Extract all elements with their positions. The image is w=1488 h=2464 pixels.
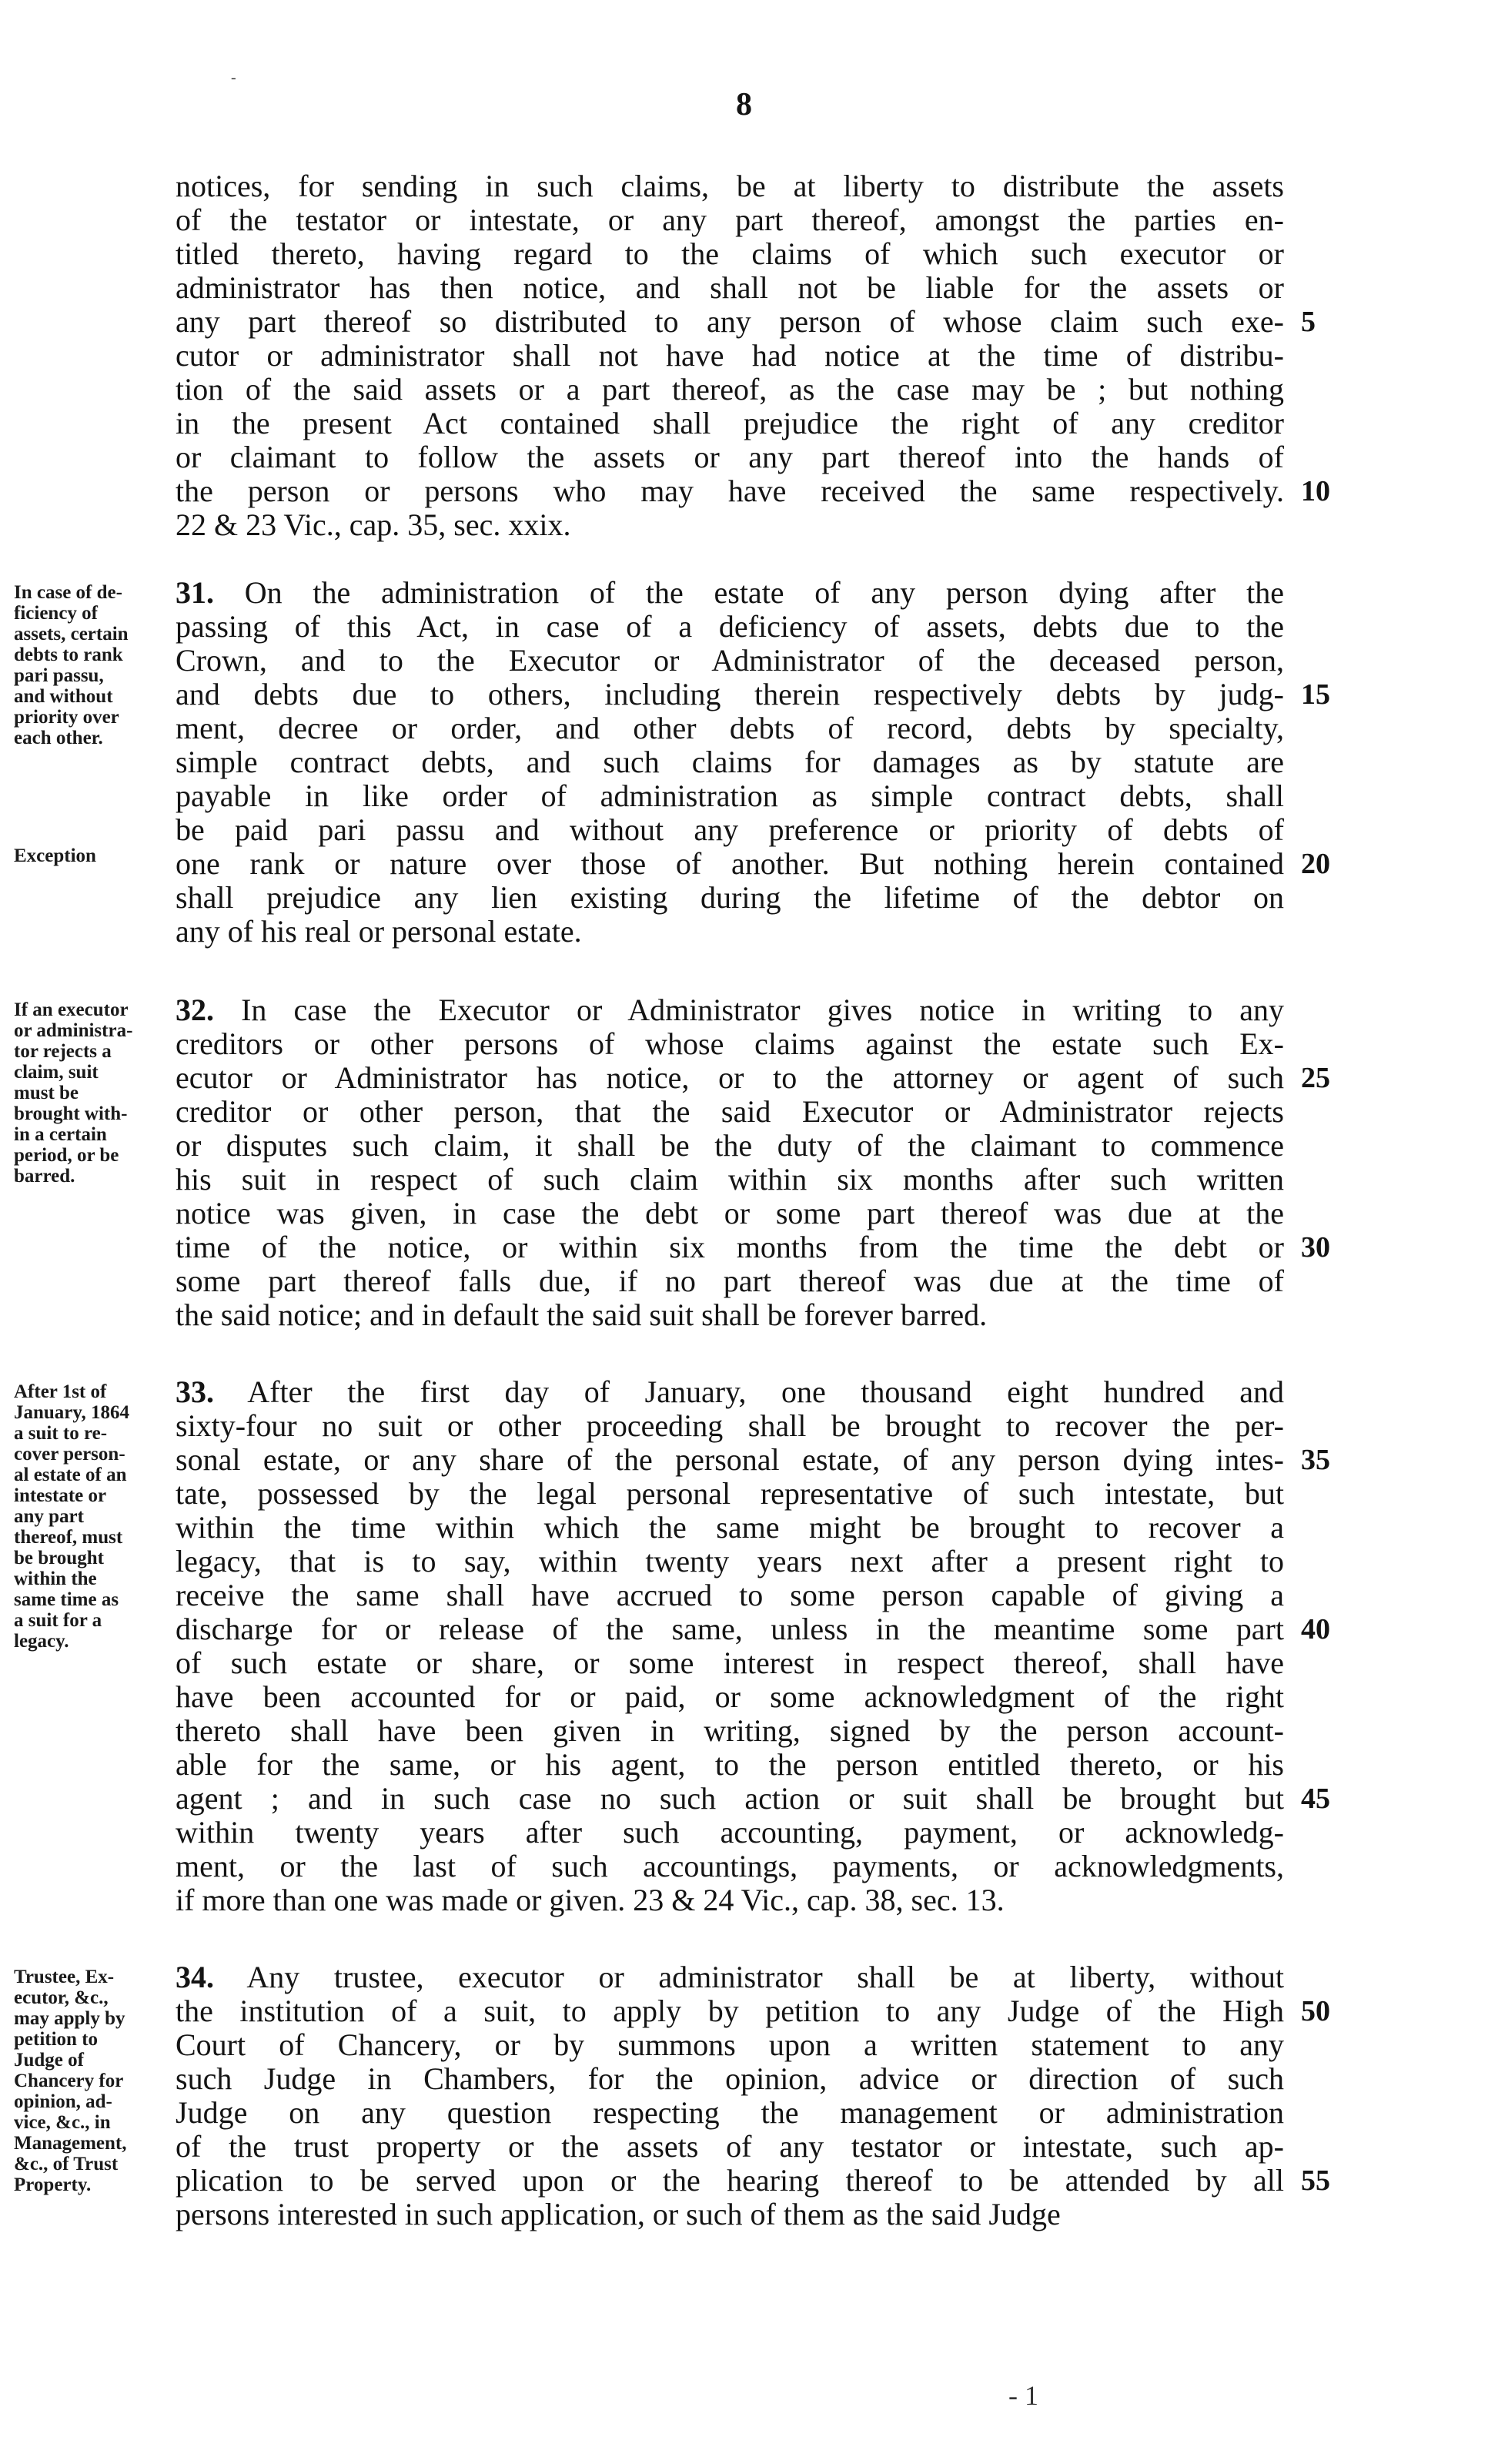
text-line xyxy=(176,1197,1284,1230)
text-line xyxy=(176,1646,1284,1680)
line-number: 15 xyxy=(1301,678,1330,711)
margin-note-line: Management, xyxy=(14,2133,127,2154)
line-text: in the present Act contained shall prejudice the right of any creditor xyxy=(176,406,1284,440)
line-number: 25 xyxy=(1301,1062,1330,1094)
line-number: 5 xyxy=(1301,306,1316,338)
text-line xyxy=(176,915,1284,949)
line-text: the person or persons who may have received the same respectively. xyxy=(176,474,1284,508)
line-text: notice was given, in case the debt or some part thereof was due at the xyxy=(176,1196,1284,1230)
line-text: some part thereof falls due, if no part thereof was due at the time of xyxy=(176,1264,1284,1298)
line-text: Any trustee, executor or administrator shall be at liberty, without xyxy=(214,1960,1284,1994)
margin-note-line: al estate of an xyxy=(14,1465,127,1485)
line-text: simple contract debts, and such claims for damages as by statute are xyxy=(176,745,1284,779)
line-text: any part thereof so distributed to any person of whose claim such exe- xyxy=(176,304,1284,339)
line-text: ecutor or Administrator has notice, or to the attorney or agent of such xyxy=(176,1060,1284,1095)
margin-note xyxy=(14,582,168,748)
margin-note-line: ficiency of xyxy=(14,603,98,624)
margin-note-line: a suit to re- xyxy=(14,1423,108,1444)
line-text: such Judge in Chambers, for the opinion, advice or direction of such xyxy=(176,2061,1284,2096)
text-line xyxy=(176,2130,1284,2164)
text-line xyxy=(176,993,1284,1027)
section-number: 33. xyxy=(176,1374,214,1409)
margin-note-line: each other. xyxy=(14,728,103,748)
line-number: 10 xyxy=(1301,475,1330,507)
margin-note-line: Trustee, Ex- xyxy=(14,1967,115,1987)
margin-note-line: tor rejects a xyxy=(14,1041,112,1062)
line-text: be paid pari passu and without any preference or priority of debts of xyxy=(176,812,1284,847)
section-number: 32. xyxy=(176,993,214,1027)
text-line xyxy=(176,1714,1284,1748)
line-text: legacy, that is to say, within twenty years next after a present right to xyxy=(176,1544,1284,1578)
margin-note xyxy=(14,1967,168,2195)
line-text: Crown, and to the Executor or Administrator of the deceased person, xyxy=(176,643,1284,678)
text-line xyxy=(176,1163,1284,1197)
line-text: payable in like order of administration as simple contract debts, shall xyxy=(176,778,1284,813)
line-number: 35 xyxy=(1301,1444,1330,1476)
line-number: 55 xyxy=(1301,2164,1330,2197)
text-line xyxy=(176,203,1284,237)
margin-note-line: barred. xyxy=(14,1166,75,1187)
line-text: 22 & 23 Vic., cap. 35, sec. xxix. xyxy=(176,507,571,542)
line-text: agent ; and in such case no such action or suit shall be brought but xyxy=(176,1781,1284,1816)
margin-note-line: priority over xyxy=(14,707,119,728)
text-line xyxy=(176,339,1284,373)
line-text: tate, possessed by the legal personal representative of such intestate, but xyxy=(176,1476,1284,1511)
text-line xyxy=(176,1816,1284,1850)
margin-note-line: intestate or xyxy=(14,1485,107,1506)
margin-note-line: &c., of Trust xyxy=(14,2154,119,2174)
line-text: Court of Chancery, or by summons upon a written statement to any xyxy=(176,2027,1284,2062)
text-line xyxy=(176,305,1284,339)
margin-note-line: may apply by xyxy=(14,2008,125,2029)
line-text: one rank or nature over those of another. But nothing herein contained xyxy=(176,846,1284,881)
line-text: of such estate or share, or some interest in respect thereof, shall have xyxy=(176,1645,1284,1680)
line-text: or claimant to follow the assets or any part thereof into the hands of xyxy=(176,440,1284,474)
margin-note-line: must be xyxy=(14,1083,79,1103)
line-text: creditor or other person, that the said Executor or Administrator rejects xyxy=(176,1094,1284,1129)
text-line xyxy=(176,1375,1284,1409)
margin-note-line: cover person- xyxy=(14,1444,125,1465)
text-line xyxy=(176,440,1284,474)
text-line xyxy=(176,1298,1284,1332)
margin-note-line: pari passu, xyxy=(14,665,104,686)
text-line xyxy=(176,576,1284,610)
margin-note-line: claim, suit xyxy=(14,1062,99,1083)
text-line xyxy=(176,1748,1284,1782)
line-text: the said notice; and in default the said suit shall be forever barred. xyxy=(176,1297,988,1332)
text-line xyxy=(176,1960,1284,1994)
text-line xyxy=(176,407,1284,440)
line-number: 30 xyxy=(1301,1231,1330,1264)
text-line xyxy=(176,474,1284,508)
text-line xyxy=(176,1264,1284,1298)
line-number: 45 xyxy=(1301,1783,1330,1815)
margin-note-line: petition to xyxy=(14,2029,99,2050)
section-number: 31. xyxy=(176,575,214,610)
margin-note-line: and without xyxy=(14,686,113,707)
line-text: passing of this Act, in case of a deficiency of assets, debts due to the xyxy=(176,609,1284,644)
text-line xyxy=(176,610,1284,644)
line-text: persons interested in such application, or such of them as the said Judge xyxy=(176,2197,1061,2231)
text-line xyxy=(176,711,1284,745)
line-text: of the trust property or the assets of any testator or intestate, such ap- xyxy=(176,2129,1284,2164)
margin-note-line: assets, certain xyxy=(14,624,129,644)
line-text: if more than one was made or given. 23 & 24 Vic., cap. 38, sec. 13. xyxy=(176,1883,1005,1917)
text-line xyxy=(176,2198,1284,2231)
line-text: After the first day of January, one thousand eight hundred and xyxy=(214,1374,1284,1409)
section-number: 34. xyxy=(176,1960,214,1994)
text-line xyxy=(176,1994,1284,2028)
text-line xyxy=(176,779,1284,813)
text-line xyxy=(176,1883,1284,1917)
text-line xyxy=(176,1612,1284,1646)
line-text: discharge for or release of the same, unless in the meantime some part xyxy=(176,1612,1284,1646)
text-line xyxy=(176,169,1284,203)
margin-note-line: legacy. xyxy=(14,1631,69,1652)
line-text: have been accounted for or paid, or some acknowledgment of the right xyxy=(176,1679,1284,1714)
text-line xyxy=(176,1680,1284,1714)
text-line xyxy=(176,237,1284,271)
margin-note-exception xyxy=(14,845,168,866)
margin-note-line: Judge of xyxy=(14,2050,84,2071)
line-text: In case the Executor or Administrator gives notice in writing to any xyxy=(214,993,1284,1027)
margin-note-line: January, 1864 xyxy=(14,1402,130,1423)
text-line xyxy=(176,847,1284,881)
line-text: thereto shall have been given in writing, signed by the person account- xyxy=(176,1713,1284,1748)
text-line xyxy=(176,1545,1284,1578)
line-text: administrator has then notice, and shall not be liable for the assets or xyxy=(176,270,1284,305)
margin-note-line: within the xyxy=(14,1568,97,1589)
margin-note-line: a suit for a xyxy=(14,1610,102,1631)
line-text: cutor or administrator shall not have had notice at the time of distribu- xyxy=(176,338,1284,373)
margin-note-line: ecutor, &c., xyxy=(14,1987,109,2008)
margin-note-line: same time as xyxy=(14,1589,119,1610)
line-text: or disputes such claim, it shall be the duty of the claimant to commence xyxy=(176,1128,1284,1163)
text-line xyxy=(176,1061,1284,1095)
margin-note-line: Exception xyxy=(14,845,96,866)
text-line xyxy=(176,1409,1284,1443)
text-line xyxy=(176,2164,1284,2198)
margin-note-line: In case of de- xyxy=(14,582,122,603)
text-line xyxy=(176,1511,1284,1545)
line-text: On the administration of the estate of any person dying after the xyxy=(214,575,1284,610)
line-text: receive the same shall have accrued to some person capable of giving a xyxy=(176,1578,1284,1612)
text-line xyxy=(176,508,1284,542)
line-text: sixty-four no suit or other proceeding shall be brought to recover the per- xyxy=(176,1408,1284,1443)
line-text: notices, for sending in such claims, be at liberty to distribute the assets xyxy=(176,169,1284,203)
margin-note-line: in a certain xyxy=(14,1124,107,1145)
line-text: the institution of a suit, to apply by petition to any Judge of the High xyxy=(176,1994,1284,2028)
line-text: able for the same, or his agent, to the person entitled thereto, or his xyxy=(176,1747,1284,1782)
text-line xyxy=(176,881,1284,915)
margin-note-line: period, or be xyxy=(14,1145,119,1166)
line-text: ment, or the last of such accountings, payments, or acknowledgments, xyxy=(176,1849,1284,1883)
text-line xyxy=(176,1027,1284,1061)
margin-note-line: thereof, must xyxy=(14,1527,123,1548)
text-line xyxy=(176,1578,1284,1612)
margin-note-line: After 1st of xyxy=(14,1381,107,1402)
margin-note-line: opinion, ad- xyxy=(14,2091,112,2112)
line-number: 40 xyxy=(1301,1613,1330,1645)
line-text: within the time within which the same might be brought to recover a xyxy=(176,1510,1284,1545)
text-line xyxy=(176,1129,1284,1163)
line-text: tion of the said assets or a part thereof, as the case may be ; but nothing xyxy=(176,372,1284,407)
line-text: within twenty years after such accounting, payment, or acknowledg- xyxy=(176,1815,1284,1850)
line-text: of the testator or intestate, or any part thereof, amongst the parties en- xyxy=(176,203,1284,237)
line-number: 50 xyxy=(1301,1995,1330,2027)
line-text: plication to be served upon or the hearing thereof to be attended by all xyxy=(176,2163,1284,2198)
text-line xyxy=(176,678,1284,711)
line-text: any of his real or personal estate. xyxy=(176,914,582,949)
margin-note-line: If an executor xyxy=(14,999,129,1020)
text-line xyxy=(176,2096,1284,2130)
text-line xyxy=(176,2028,1284,2062)
line-text: shall prejudice any lien existing during the lifetime of the debtor on xyxy=(176,880,1284,915)
text-line xyxy=(176,1477,1284,1511)
line-text: ment, decree or order, and other debts of record, debts by specialty, xyxy=(176,711,1284,745)
line-text: creditors or other persons of whose claims against the estate such Ex- xyxy=(176,1026,1284,1061)
text-line xyxy=(176,745,1284,779)
page-number: 8 xyxy=(736,87,752,122)
line-text: his suit in respect of such claim within six months after such written xyxy=(176,1162,1284,1197)
line-number: 20 xyxy=(1301,848,1330,880)
text-line xyxy=(176,373,1284,407)
line-text: sonal estate, or any share of the personal estate, of any person dying intes- xyxy=(176,1442,1284,1477)
line-text: and debts due to others, including therein respectively debts by judg- xyxy=(176,677,1284,711)
margin-note-line: Chancery for xyxy=(14,2071,124,2091)
text-line xyxy=(176,1230,1284,1264)
margin-note-line: vice, &c., in xyxy=(14,2112,111,2133)
line-text: titled thereto, having regard to the claims of which such executor or xyxy=(176,236,1284,271)
margin-note xyxy=(14,999,168,1187)
margin-note xyxy=(14,1381,168,1652)
text-line xyxy=(176,644,1284,678)
margin-note-line: or administra- xyxy=(14,1020,133,1041)
margin-note-line: Property. xyxy=(14,2174,92,2195)
text-line xyxy=(176,2062,1284,2096)
text-line xyxy=(176,813,1284,847)
line-text: Judge on any question respecting the management or administration xyxy=(176,2095,1284,2130)
margin-note-line: debts to rank xyxy=(14,644,123,665)
text-line xyxy=(176,1850,1284,1883)
footer-mark: - 1 xyxy=(1008,2380,1038,2411)
text-line xyxy=(176,1095,1284,1129)
text-line xyxy=(176,271,1284,305)
line-text: time of the notice, or within six months from the time the debt or xyxy=(176,1230,1284,1264)
margin-note-line: any part xyxy=(14,1506,84,1527)
text-line xyxy=(176,1443,1284,1477)
text-line xyxy=(176,1782,1284,1816)
margin-note-line: brought with- xyxy=(14,1103,128,1124)
margin-note-line: be brought xyxy=(14,1548,104,1568)
stray-mark-top: - xyxy=(231,69,236,86)
